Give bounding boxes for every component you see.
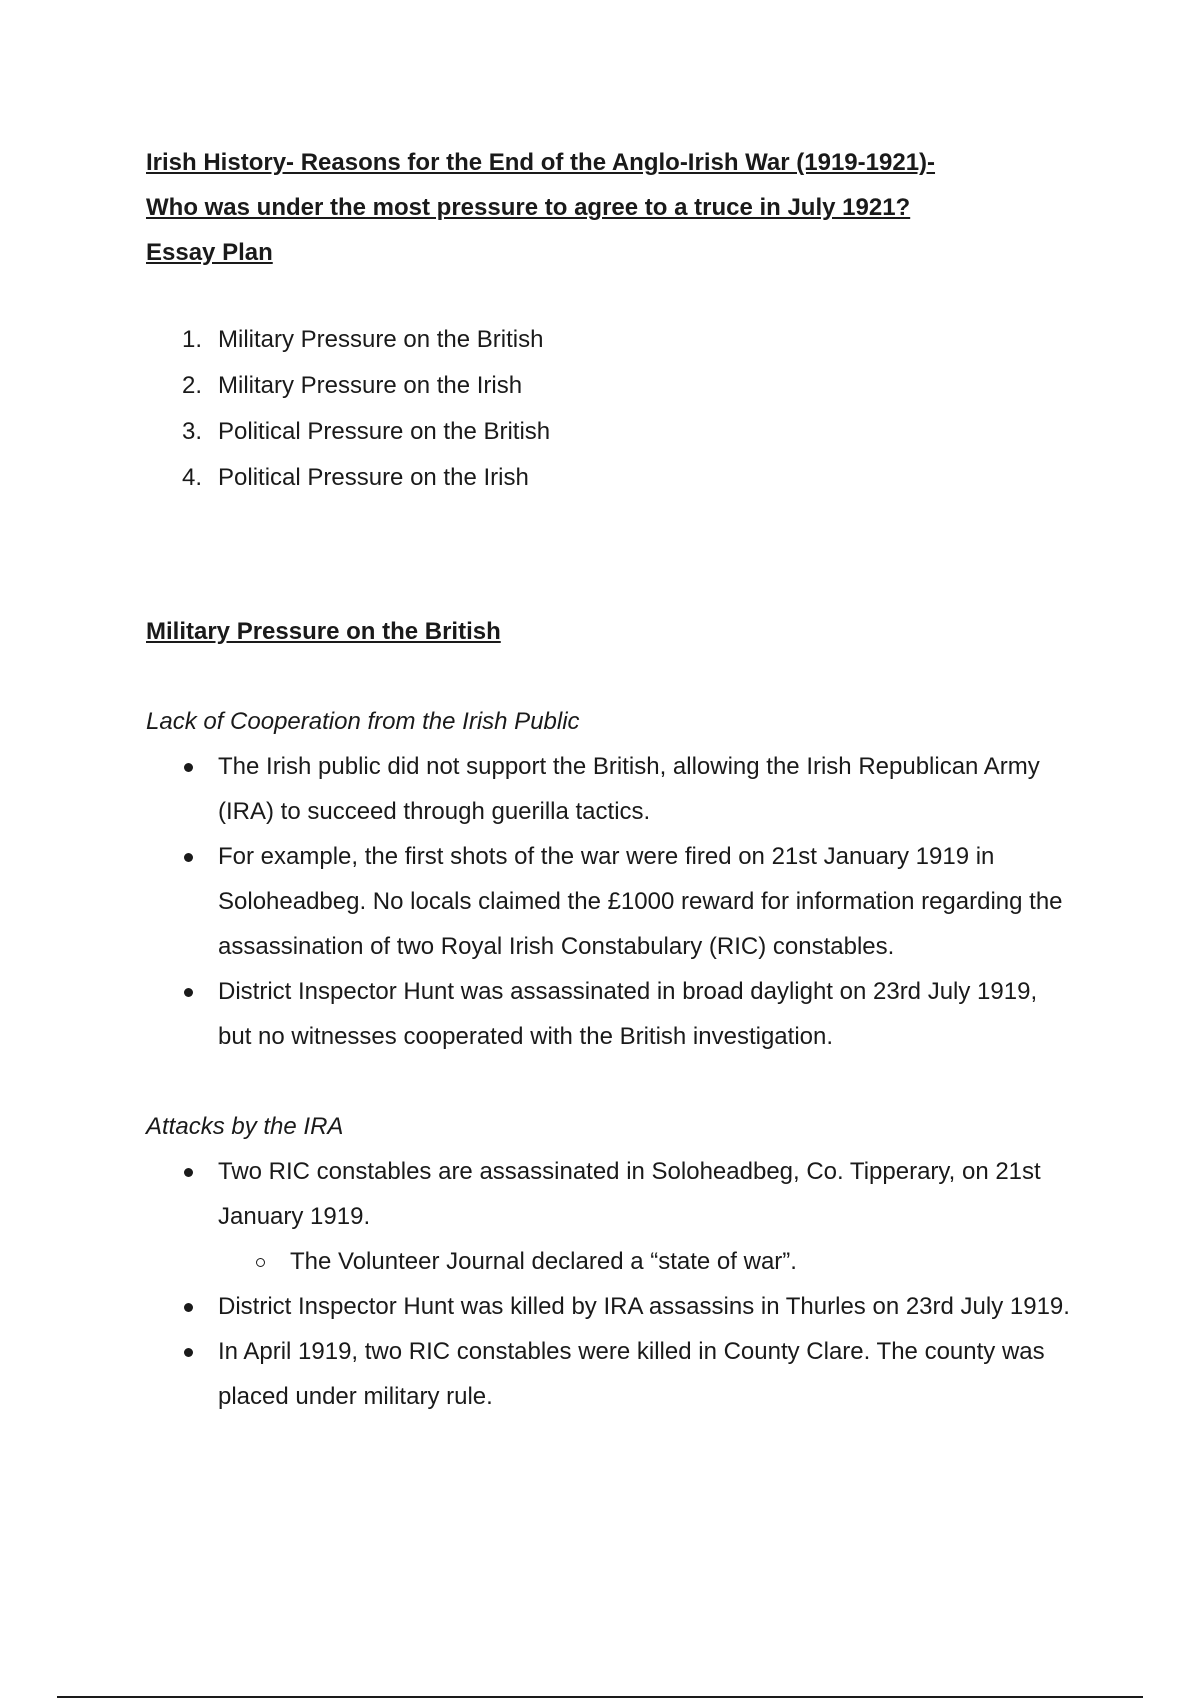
bullet-icon xyxy=(184,988,193,997)
plan-text: Military Pressure on the Irish xyxy=(218,372,523,399)
sub-list xyxy=(218,1239,1076,1284)
list-item xyxy=(146,1149,1076,1284)
section-heading: Military Pressure on the British xyxy=(146,618,501,645)
list-item-text: District Inspector Hunt was killed by IRA assassins in Thurles on 23rd July 1919. xyxy=(218,1293,1070,1320)
attacks-list xyxy=(146,1149,1076,1419)
plan-item xyxy=(146,409,1076,455)
bullet-icon xyxy=(184,1303,193,1312)
list-item-text: In April 1919, two RIC constables were killed in County Clare. The county was placed under military rule. xyxy=(218,1338,1045,1410)
cooperation-list xyxy=(146,744,1076,1059)
list-item-text: Two RIC constables are assassinated in Soloheadbeg, Co. Tipperary, on 21st January 1919. xyxy=(218,1158,1041,1230)
title-line-2: Who was under the most pressure to agree to a truce in July 1921? xyxy=(146,194,911,221)
list-item xyxy=(146,744,1076,834)
list-item-text: The Irish public did not support the British, allowing the Irish Republican Army (IRA) to succeed through guerilla tactics. xyxy=(218,753,1040,825)
list-item xyxy=(146,834,1076,969)
subheading-attacks: Attacks by the IRA xyxy=(146,1113,344,1140)
plan-number: 3. xyxy=(182,418,203,445)
bullet-icon xyxy=(184,1168,193,1177)
plan-number: 2. xyxy=(182,372,203,399)
title-line-1: Irish History- Reasons for the End of the Anglo-Irish War (1919-1921)- xyxy=(146,149,936,176)
footer-divider xyxy=(57,1696,1143,1698)
list-item xyxy=(146,969,1076,1059)
list-item xyxy=(146,1284,1076,1329)
document-page xyxy=(146,140,1076,1419)
title-line-3: Essay Plan xyxy=(146,239,273,266)
plan-text: Military Pressure on the British xyxy=(218,326,544,353)
sub-list-item-text: The Volunteer Journal declared a “state of war”. xyxy=(290,1248,797,1275)
plan-text: Political Pressure on the Irish xyxy=(218,464,529,491)
hollow-bullet-icon xyxy=(256,1258,265,1267)
plan-number: 4. xyxy=(182,464,203,491)
list-item-text: For example, the first shots of the war were fired on 21st January 1919 in Soloheadbeg. No locals claimed the £1000 reward for information regarding the assassination of two Royal Irish Constabulary (RIC) constables. xyxy=(218,843,1063,960)
plan-item xyxy=(146,455,1076,501)
plan-text: Political Pressure on the British xyxy=(218,418,551,445)
sub-list-item xyxy=(218,1239,1076,1284)
essay-plan-list xyxy=(146,317,1076,501)
bullet-icon xyxy=(184,763,193,772)
subheading-cooperation: Lack of Cooperation from the Irish Public xyxy=(146,708,580,735)
plan-item xyxy=(146,317,1076,363)
plan-item xyxy=(146,363,1076,409)
plan-number: 1. xyxy=(182,326,203,353)
bullet-icon xyxy=(184,853,193,862)
bullet-icon xyxy=(184,1348,193,1357)
list-item-text: District Inspector Hunt was assassinated in broad daylight on 23rd July 1919, but no witnesses cooperated with the British investigation. xyxy=(218,978,1038,1050)
list-item xyxy=(146,1329,1076,1419)
